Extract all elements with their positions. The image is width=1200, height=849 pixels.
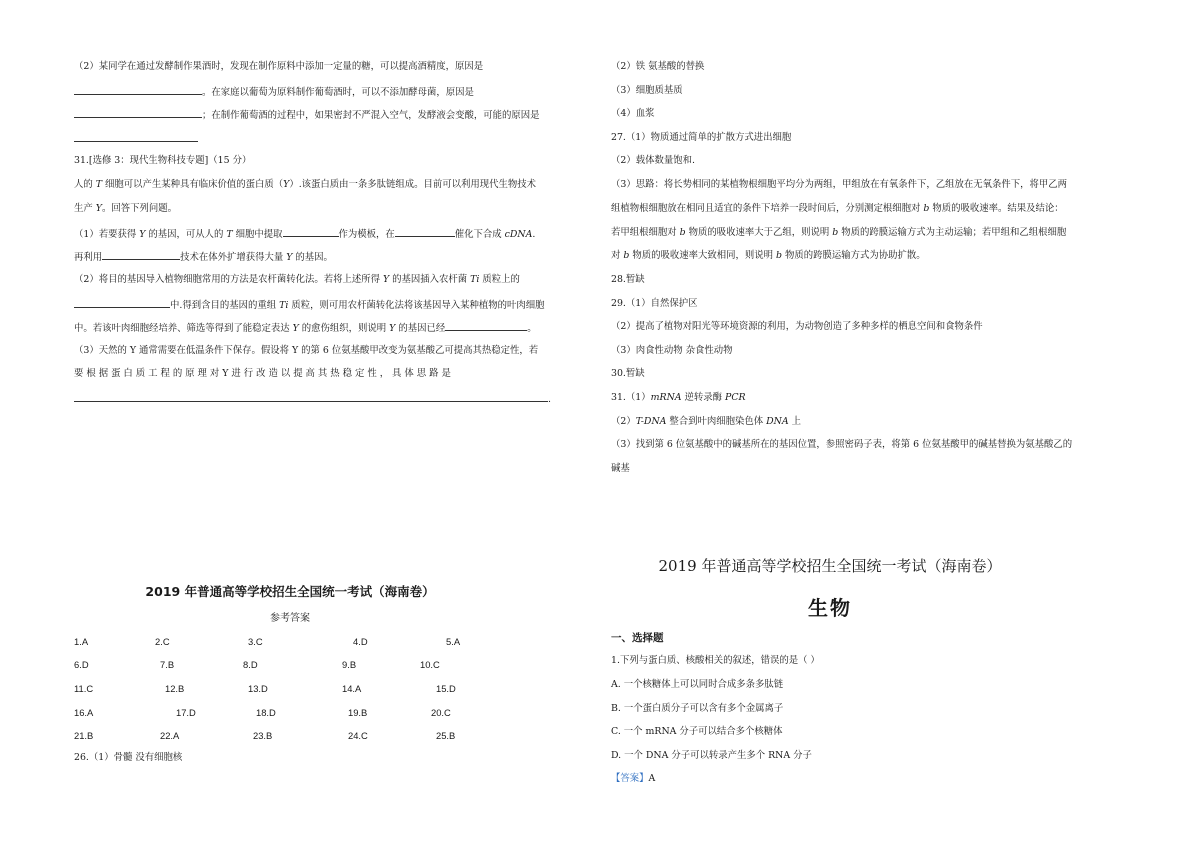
answer-key-subtitle: 参考答案 [270, 613, 310, 624]
answer-key-item: 13.D [248, 683, 268, 694]
answer-blank [445, 321, 527, 331]
answer-key-item: 24.C [348, 730, 368, 741]
text-line-r8 [611, 227, 1066, 239]
text-line-q2 [611, 679, 783, 691]
text-span: （2）将目的基因导入植物细胞常用的方法是农杆菌转化法。若将上述所得 [74, 274, 383, 285]
text-span: B. 一个蛋白质分子可以含有多个金属离子 [611, 703, 784, 714]
text-span: 。回答下列问题。 [101, 203, 177, 214]
text-span: 中。若该叶肉细胞经培养、筛选等得到了能稳定表达 [74, 323, 293, 334]
italic-term: T [226, 229, 233, 240]
italic-term: Y [283, 179, 290, 190]
text-span: 再利用 [74, 252, 103, 263]
answer-key-item: 5.A [446, 636, 461, 647]
text-line-r3 [611, 108, 654, 120]
text-line-r13 [611, 345, 732, 357]
answer-key-item: 21.B [74, 730, 94, 741]
answer-blank [74, 298, 170, 308]
text-span: （2）某同学在通过发酵制作果酒时，发现在制作原料中添加一定量的糖，可以提高酒精度，原因是 [74, 61, 484, 72]
text-line-r11 [611, 298, 698, 310]
text-span: A. 一个核糖体上可以同时合成多条多肽链 [611, 679, 784, 690]
text-line-l14 [74, 368, 451, 380]
text-span: 细胞可以产生某种具有临床价值的蛋白质（ [102, 179, 284, 190]
text-span: ；在制作葡萄酒的过程中，如果密封不严混入空气，发酵液会变酸，可能的原因是 [202, 110, 540, 121]
text-span: 的基因，可从人的 [145, 229, 227, 240]
text-span: 物质的吸收速率大致相同，则说明 [629, 250, 776, 261]
text-span: ）.该蛋白质由一条多肽链组成。目前可以利用现代生物技术 [289, 179, 537, 190]
answer-value: A [648, 773, 656, 784]
answer-key-item: 19.B [348, 707, 368, 718]
text-line-l12 [74, 321, 537, 335]
answer-blank [283, 227, 339, 237]
text-span: 质粒上的 [479, 274, 520, 285]
text-line-q5 [611, 750, 812, 762]
text-line-r1 [611, 61, 704, 73]
italic-term: Y [389, 323, 396, 334]
italic-term: Y [286, 252, 293, 263]
text-span: 28.暂缺 [611, 274, 645, 285]
italic-term: T-DNA [635, 416, 667, 427]
text-line-r18 [611, 463, 630, 475]
section-heading: 一、选择题 [611, 632, 664, 644]
italic-term: Y [292, 323, 299, 334]
answer-key-item: 17.D [176, 707, 196, 718]
text-line-l5 [74, 155, 251, 167]
answer-line [611, 773, 655, 785]
answer-key-item: 20.C [431, 707, 451, 718]
text-span: （2）提高了植物对阳光等环境资源的利用，为动物创造了多种多样的栖息空间和食物条件 [611, 321, 983, 332]
text-span: 的基因插入农杆菌 [389, 274, 471, 285]
text-span: 的基因。 [292, 252, 333, 263]
text-span: 技术在体外扩增获得大量 [180, 252, 287, 263]
text-line-l4 [74, 132, 198, 146]
text-line-r17 [611, 439, 1072, 451]
text-span: 物质的吸收速率大于乙组，则说明 [685, 227, 833, 238]
answer-key-item: 9.B [342, 659, 357, 670]
text-span: 31.（1） [611, 392, 651, 403]
italic-term: DNA [766, 416, 789, 427]
answer-key-item: 25.B [436, 730, 456, 741]
text-span: 要 根 据 蛋 白 质 工 程 的 原 理 对 Y 进 行 改 造 以 提 高 其 热 稳 定 性 ， 具 体 思 路 是 [74, 368, 451, 379]
text-span: （3）找到第 6 位氨基酸中的碱基所在的基因位置，参照密码子表，将第 6 位氨基酸甲的碱基替换为氨基酸乙的 [611, 439, 1073, 450]
right-page [600, 0, 1200, 849]
answer-blank [74, 85, 202, 95]
text-line-r9 [611, 250, 926, 262]
answer-key-title: 2019 年普通高等学校招生全国统一考试（海南卷） [145, 584, 435, 599]
text-span: （2） [611, 416, 636, 427]
text-line-r14 [611, 368, 645, 380]
text-span: （4）血浆 [611, 108, 655, 119]
answer-key-item: 23.B [253, 730, 273, 741]
text-span: . [548, 394, 551, 405]
text-span: 生产 [74, 203, 96, 214]
exam-title: 2019 年普通高等学校招生全国统一考试（海南卷） [658, 557, 1002, 575]
text-line-q1 [611, 655, 820, 667]
text-span: （3）细胞质基质 [611, 85, 683, 96]
text-span: 。在家庭以葡萄为原料制作葡萄酒时，可以不添加酵母菌，原因是 [202, 87, 474, 98]
answer-blank [74, 108, 202, 118]
text-span: 31.[选修 3：现代生物科技专题]（15 分） [74, 155, 252, 166]
text-span: 物质的跨膜运输方式为主动运输；若甲组和乙组根细胞 [838, 227, 1067, 238]
text-span: （3）天然的 Y 通常需要在低温条件下保存。假设将 Y 的第 6 位氨基酸甲改变为氨基酸乙可提高其热稳定性，若 [74, 345, 539, 356]
text-span: 逆转录酶 [681, 392, 726, 403]
text-span: 细胞中提取 [232, 229, 283, 240]
italic-term: Y [382, 274, 390, 285]
text-span: 29.（1）自然保护区 [611, 298, 698, 309]
text-line-r12 [611, 321, 983, 333]
answer-key-item: 3.C [248, 636, 263, 647]
italic-term: b [623, 250, 630, 261]
text-span: 27.（1）物质通过简单的扩散方式进出细胞 [611, 132, 792, 143]
text-line-l8 [74, 227, 535, 241]
answer-key-item: 18.D [256, 707, 276, 718]
text-span: （2）铁 氨基酸的替换 [611, 61, 705, 72]
text-line-q4 [611, 726, 783, 738]
text-span: 的愈伤组织，则说明 [298, 323, 390, 334]
text-span: 人的 [74, 179, 96, 190]
italic-term: Ti [470, 274, 480, 285]
text-span: （1）若要获得 [74, 229, 140, 240]
text-span: 催化下合成 [454, 229, 505, 240]
italic-term: cDNA [504, 229, 533, 240]
text-line-l2 [74, 85, 474, 99]
text-span: 30.暂缺 [611, 368, 645, 379]
answer-key-item: 4.D [353, 636, 368, 647]
italic-term: T [95, 179, 102, 190]
text-line-l13 [74, 345, 538, 357]
answer-key-item: 22.A [160, 730, 180, 741]
italic-term: mRNA [650, 392, 682, 403]
text-span: 1.下列与蛋白质、核酸相关的叙述，错误的是（ ） [611, 655, 820, 666]
italic-term: Y [95, 203, 102, 214]
answer-blank [74, 132, 198, 142]
text-line-r15 [611, 392, 746, 404]
text-line-l11 [74, 298, 544, 312]
italic-term: b [832, 227, 839, 238]
text-span: 作为模板，在 [338, 229, 395, 240]
answer-key-item: 6.D [74, 659, 89, 670]
text-line-r6 [611, 179, 1067, 191]
answer-label: 【答案】 [611, 773, 649, 784]
text-line-r7 [611, 203, 1064, 215]
italic-term: Ti [279, 300, 289, 311]
text-line-r16 [611, 416, 801, 428]
text-line-r10 [611, 274, 645, 286]
answer-key-item: 10.C [420, 659, 440, 670]
text-span: （3）肉食性动物 杂食性动物 [611, 345, 733, 356]
italic-term: Y [139, 229, 146, 240]
text-line-r2 [611, 85, 683, 97]
text-span: . [532, 229, 536, 240]
text-span: 整合到叶肉细胞染色体 [666, 416, 767, 427]
italic-term: b [923, 203, 930, 214]
text-line-r5 [611, 155, 695, 167]
text-span: 碱基 [611, 463, 630, 474]
text-span: 的基因已经 [395, 323, 446, 334]
text-line-l6 [74, 179, 536, 191]
answer-key-item: 2.C [155, 636, 170, 647]
text-line-l9 [74, 250, 333, 264]
subject-title: 生物 [808, 596, 852, 620]
answer-key-item: 8.D [243, 659, 258, 670]
text-line-l3 [74, 108, 540, 122]
answer-blank [102, 250, 180, 260]
answer-key-item: 1.A [74, 636, 89, 647]
text-span: （2）载体数量饱和. [611, 155, 695, 166]
text-line-r4 [611, 132, 791, 144]
text-span: 若甲组根细胞对 [611, 227, 680, 238]
text-line-q3 [611, 703, 783, 715]
text-span: D. 一个 DNA 分子可以转录产生多个 RNA 分子 [611, 750, 812, 761]
text-span: 质粒，则可用农杆菌转化法将该基因导入某种植物的叶肉细胞 [288, 300, 545, 311]
text-span: （3）思路：将长势相同的某植物根细胞平均分为两组，甲组放在有氧条件下，乙组放在无氧条件下，将甲乙两 [611, 179, 1067, 190]
text-line-l7 [74, 203, 177, 215]
answer-key-item: 16.A [74, 707, 94, 718]
text-line-l15 [74, 392, 551, 406]
text-span: 物质的吸收速率。结果及结论： [929, 203, 1064, 214]
italic-term: b [775, 250, 782, 261]
italic-term: b [679, 227, 686, 238]
answer-key-item: 14.A [342, 683, 362, 694]
answer-key-item: 11.C [74, 683, 94, 694]
text-span: 组植物根细胞放在相同且适宜的条件下培养一段时间后，分别测定根细胞对 [611, 203, 924, 214]
text-span: 。 [527, 323, 537, 334]
answer-key-item: 15.D [436, 683, 456, 694]
text-span: 上 [788, 416, 801, 427]
text-span: 对 [611, 250, 624, 261]
answer-blank [395, 227, 455, 237]
text-line-l10 [74, 274, 520, 286]
text-line-l1 [74, 61, 483, 73]
answer-key-item: 12.B [165, 683, 185, 694]
answer-blank [74, 392, 548, 402]
text-span: 中.得到含目的基因的重组 [170, 300, 280, 311]
text-span: 物质的跨膜运输方式为协助扩散。 [781, 250, 926, 261]
italic-term: PCR [725, 392, 746, 403]
answer-26-line: 26.（1）骨髓 没有细胞核 [74, 752, 183, 763]
text-span: C. 一个 mRNA 分子可以结合多个核糖体 [611, 726, 783, 737]
answer-key-item: 7.B [160, 659, 175, 670]
